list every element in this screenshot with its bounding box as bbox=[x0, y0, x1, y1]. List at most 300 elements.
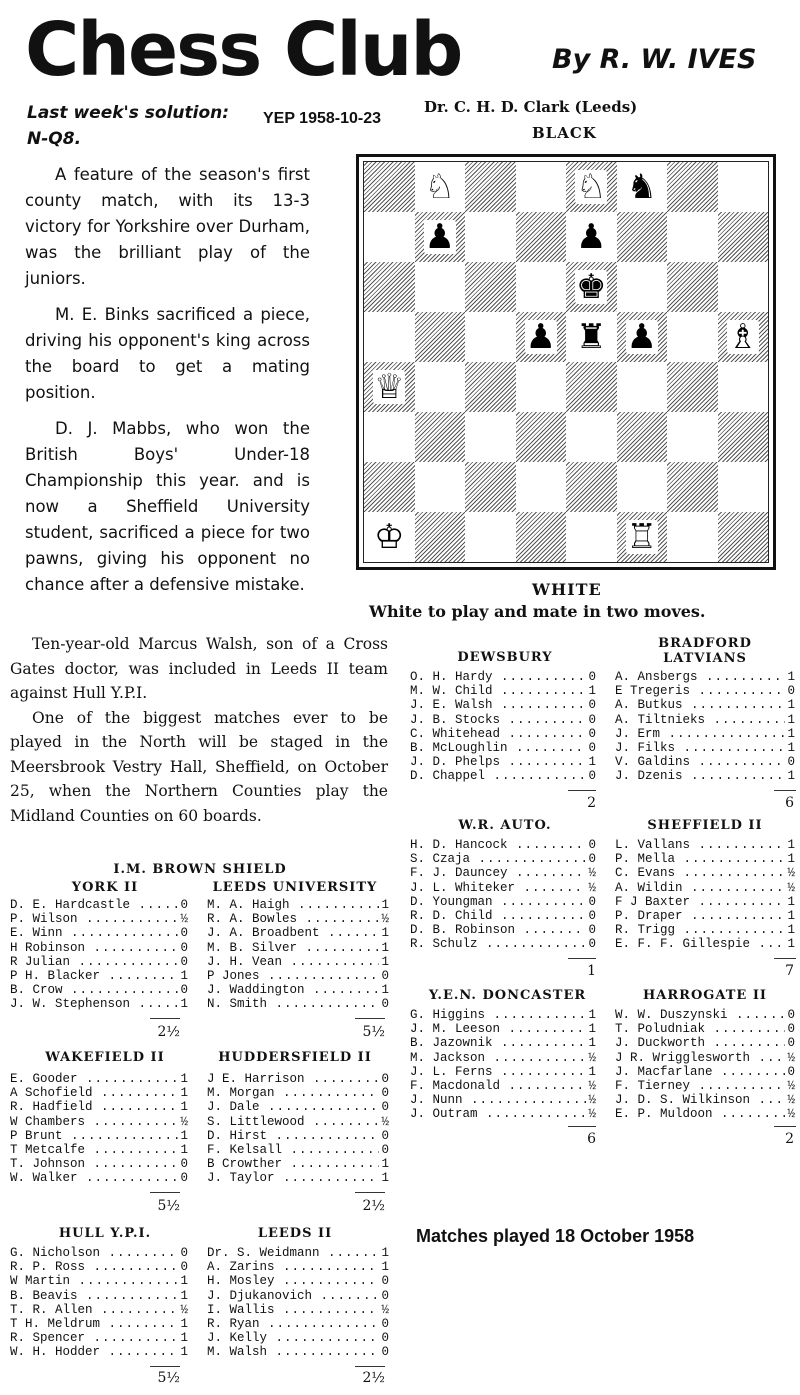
player-row bbox=[410, 684, 596, 698]
board-square bbox=[617, 462, 668, 512]
player-row bbox=[410, 1008, 596, 1022]
player-row bbox=[410, 1036, 596, 1050]
board-square bbox=[465, 312, 516, 362]
board-square bbox=[415, 262, 466, 312]
board-square bbox=[667, 412, 718, 462]
player-row bbox=[10, 926, 188, 940]
player-score: 0 bbox=[588, 894, 596, 909]
player-row bbox=[615, 727, 795, 741]
player-name: P. Wilson ..... bbox=[10, 912, 178, 926]
player-row bbox=[10, 1100, 188, 1114]
player-score: 1 bbox=[787, 726, 795, 741]
player-name: O. H. Hardy ..... bbox=[410, 670, 586, 684]
team-total-yen: 6 bbox=[587, 1131, 596, 1147]
player-score: 0 bbox=[381, 969, 389, 984]
player-score: 0 bbox=[381, 1086, 389, 1101]
team-total-leedsuni: 5½ bbox=[362, 1024, 385, 1040]
white-knight-icon: ♘ bbox=[576, 167, 607, 207]
player-score: 0 bbox=[588, 909, 596, 924]
board-square bbox=[667, 312, 718, 362]
player-row bbox=[207, 1317, 389, 1331]
black-side-label: BLACK bbox=[532, 124, 597, 142]
player-name: D. Hirst ..... bbox=[207, 1129, 379, 1143]
board-square bbox=[465, 512, 516, 562]
white-bishop-icon: ♗ bbox=[727, 317, 758, 357]
player-row bbox=[10, 1115, 188, 1129]
team-heading-sheffield: SHEFFIELD II bbox=[647, 818, 763, 833]
board-square bbox=[415, 162, 466, 212]
black-king-icon: ♚ bbox=[576, 267, 607, 307]
player-score: ½ bbox=[180, 1114, 188, 1129]
player-row bbox=[10, 1345, 188, 1359]
player-score: 1 bbox=[787, 838, 795, 852]
player-name: J. Taylor ..... bbox=[207, 1171, 379, 1185]
board-square bbox=[465, 412, 516, 462]
player-name: M. W. Child ..... bbox=[410, 684, 586, 698]
player-name: B. Crow ..... bbox=[10, 983, 178, 997]
matches-note: Matches played 18 October 1958 bbox=[416, 1226, 695, 1246]
black-pawn-icon: ♟ bbox=[525, 317, 556, 357]
player-score: 0 bbox=[180, 1246, 188, 1260]
player-name: J. D. Phelps ..... bbox=[410, 755, 586, 769]
player-row bbox=[615, 866, 795, 880]
board-square bbox=[718, 212, 769, 262]
player-row bbox=[10, 898, 188, 912]
player-row bbox=[615, 670, 795, 684]
player-score: 0 bbox=[787, 1022, 795, 1037]
player-row bbox=[410, 881, 596, 895]
player-name: R. Ryan ..... bbox=[207, 1317, 379, 1331]
player-row bbox=[10, 1274, 188, 1288]
player-row bbox=[207, 1303, 389, 1317]
player-score: 0 bbox=[381, 997, 389, 1012]
player-score: 1 bbox=[180, 1345, 188, 1360]
player-row bbox=[207, 997, 389, 1011]
player-score: 1 bbox=[381, 1260, 389, 1275]
player-score: 1 bbox=[787, 741, 795, 756]
player-row bbox=[10, 1331, 188, 1345]
player-score: 1 bbox=[787, 712, 795, 727]
team-total-wakefield: 5½ bbox=[157, 1198, 180, 1214]
player-name: R. Schulz ..... bbox=[410, 937, 586, 951]
team-list-leeds2 bbox=[207, 1246, 389, 1360]
player-row bbox=[207, 926, 389, 940]
board-square bbox=[415, 462, 466, 512]
player-name: M. Morgan ..... bbox=[207, 1086, 379, 1100]
board-square bbox=[465, 212, 516, 262]
board-square bbox=[566, 312, 617, 362]
board-square bbox=[617, 512, 668, 562]
team-heading-hull: HULL Y.P.I. bbox=[58, 1226, 152, 1241]
player-score: 0 bbox=[588, 838, 596, 852]
player-score: 0 bbox=[381, 1288, 389, 1303]
player-row bbox=[615, 881, 795, 895]
player-name: C. Evans ..... bbox=[615, 866, 785, 880]
team-total-york: 2½ bbox=[157, 1024, 180, 1040]
board-square bbox=[364, 412, 415, 462]
player-name: J. L. Ferns ..... bbox=[410, 1065, 586, 1079]
player-row bbox=[410, 895, 596, 909]
board-square bbox=[566, 162, 617, 212]
player-score: 0 bbox=[787, 1008, 795, 1022]
white-side-label: WHITE bbox=[532, 580, 602, 599]
board-square bbox=[718, 262, 769, 312]
player-name: E. F. F. Gillespie ..... bbox=[615, 937, 785, 951]
player-row bbox=[10, 1289, 188, 1303]
black-pawn-icon: ♟ bbox=[424, 217, 455, 257]
player-name: M. Jackson ..... bbox=[410, 1051, 586, 1065]
player-name: J. B. Stocks ..... bbox=[410, 713, 586, 727]
player-name: M. B. Silver ..... bbox=[207, 941, 379, 955]
board-square bbox=[718, 462, 769, 512]
team-heading-harrogate: HARROGATE II bbox=[642, 988, 768, 1003]
board-square bbox=[465, 262, 516, 312]
board-square bbox=[667, 212, 718, 262]
board-square bbox=[667, 362, 718, 412]
article-paragraph: A feature of the season's first county match, with its 13-3 victory for Yorkshire over Durham, was the brilliant play of the juniors. bbox=[25, 165, 310, 288]
problem-author: Dr. C. H. D. Clark (Leeds) bbox=[424, 98, 638, 116]
article-paragraph: D. J. Mabbs, who won the British Boys' Under-18 Championship this year. and is now a Sheffield University student, sacrificed a piece for two pawns, giving his opponent no chance after a defensive mistake. bbox=[25, 419, 310, 594]
player-name: M. Walsh ..... bbox=[207, 1345, 379, 1359]
player-name: P Brunt ..... bbox=[10, 1129, 178, 1143]
player-score: ½ bbox=[787, 880, 795, 895]
player-score: 0 bbox=[180, 1260, 188, 1275]
player-row bbox=[207, 1072, 389, 1086]
player-row bbox=[207, 1345, 389, 1359]
player-score: ½ bbox=[588, 1050, 596, 1065]
player-name: T. Poludniak ..... bbox=[615, 1022, 785, 1036]
player-score: ½ bbox=[588, 1093, 596, 1108]
player-row bbox=[10, 1086, 188, 1100]
player-row bbox=[207, 898, 389, 912]
black-pawn-icon: ♟ bbox=[626, 317, 657, 357]
player-score: 1 bbox=[381, 954, 389, 969]
player-row bbox=[207, 1115, 389, 1129]
team-heading-bradford: BRADFORD LATVIANS bbox=[658, 636, 752, 666]
player-score: 1 bbox=[588, 1008, 596, 1022]
player-name: H. Mosley ..... bbox=[207, 1274, 379, 1288]
team-list-harrogate bbox=[615, 1008, 795, 1122]
player-row bbox=[410, 755, 596, 769]
team-total-harrogate: 2 bbox=[785, 1131, 794, 1147]
player-score: 0 bbox=[180, 983, 188, 998]
player-score: 0 bbox=[588, 670, 596, 684]
player-row bbox=[615, 838, 795, 852]
player-row bbox=[615, 1008, 795, 1022]
player-row bbox=[207, 983, 389, 997]
player-name: M. A. Haigh ..... bbox=[207, 898, 379, 912]
player-name: D. E. Hardcastle ..... bbox=[10, 898, 178, 912]
board-square bbox=[718, 512, 769, 562]
player-name: J. Nunn ..... bbox=[410, 1093, 586, 1107]
player-score: 0 bbox=[180, 926, 188, 941]
player-row bbox=[615, 741, 795, 755]
player-name: E Tregeris ..... bbox=[615, 684, 785, 698]
player-score: 0 bbox=[180, 1171, 188, 1186]
player-row bbox=[410, 1079, 596, 1093]
board-square bbox=[364, 262, 415, 312]
player-name: A Schofield ..... bbox=[10, 1086, 178, 1100]
player-name: J E. Harrison ..... bbox=[207, 1072, 379, 1086]
player-name: S. Littlewood ..... bbox=[207, 1115, 379, 1129]
board-square bbox=[465, 362, 516, 412]
player-name: S. Czaja ..... bbox=[410, 852, 586, 866]
player-name: E. Winn ..... bbox=[10, 926, 178, 940]
board-square bbox=[364, 512, 415, 562]
board-square bbox=[667, 162, 718, 212]
player-score: ½ bbox=[381, 912, 389, 927]
player-score: 1 bbox=[787, 852, 795, 867]
shield-heading: I.M. BROWN SHIELD bbox=[113, 862, 287, 877]
team-heading-wrauto: W.R. AUTO. bbox=[458, 818, 552, 833]
board-square bbox=[364, 462, 415, 512]
board-square bbox=[566, 262, 617, 312]
player-row bbox=[10, 1171, 188, 1185]
player-row bbox=[410, 923, 596, 937]
player-name: D. Youngman ..... bbox=[410, 895, 586, 909]
team-list-dewsbury bbox=[410, 670, 596, 784]
player-name: H. D. Hancock ..... bbox=[410, 838, 586, 852]
player-name: T. R. Allen ..... bbox=[10, 1303, 178, 1317]
player-score: 0 bbox=[588, 712, 596, 727]
problem-stipulation: White to play and mate in two moves. bbox=[369, 602, 706, 621]
player-row bbox=[410, 852, 596, 866]
player-row bbox=[10, 1246, 188, 1260]
player-score: 0 bbox=[180, 1157, 188, 1172]
article-column bbox=[25, 162, 310, 608]
player-name: A. Ansbergs ..... bbox=[615, 670, 785, 684]
player-name: P. Draper ..... bbox=[615, 909, 785, 923]
board-square bbox=[516, 312, 567, 362]
player-score: 0 bbox=[787, 755, 795, 770]
player-row bbox=[615, 769, 795, 783]
player-row bbox=[207, 1157, 389, 1171]
player-row bbox=[207, 1274, 389, 1288]
player-row bbox=[207, 1100, 389, 1114]
player-row bbox=[207, 955, 389, 969]
player-name: E. Gooder ..... bbox=[10, 1072, 178, 1086]
team-total-wrauto: 1 bbox=[587, 963, 596, 979]
board-square bbox=[516, 462, 567, 512]
team-heading-dewsbury: DEWSBURY bbox=[457, 650, 553, 665]
player-row bbox=[615, 1065, 795, 1079]
player-score: 0 bbox=[588, 923, 596, 938]
player-score: ½ bbox=[180, 1302, 188, 1317]
article-paragraph: Ten-year-old Marcus Walsh, son of a Cross Gates doctor, was included in Leeds II team against Hull Y.P.I. bbox=[10, 635, 388, 702]
player-score: 1 bbox=[787, 937, 795, 952]
player-name: F. J. Dauncey ..... bbox=[410, 866, 586, 880]
player-score: 1 bbox=[787, 894, 795, 909]
player-score: ½ bbox=[588, 1079, 596, 1094]
player-score: 1 bbox=[588, 684, 596, 699]
team-total-bradford: 6 bbox=[785, 795, 794, 811]
player-row bbox=[410, 937, 596, 951]
player-name: J. Outram ..... bbox=[410, 1107, 586, 1121]
player-row bbox=[410, 909, 596, 923]
date-stamp: YEP 1958-10-23 bbox=[263, 110, 382, 127]
player-name: A. Tiltnieks ..... bbox=[615, 713, 785, 727]
player-row bbox=[410, 727, 596, 741]
board-square bbox=[718, 362, 769, 412]
player-name: J. Djukanovich ..... bbox=[207, 1289, 379, 1303]
player-score: 0 bbox=[381, 1331, 389, 1346]
player-score: 1 bbox=[180, 1143, 188, 1158]
article-paragraph: One of the biggest matches ever to be played in the North will be staged in the Meersbrook Vestry Hall, Sheffield, on October 25, when the Northern Counties play the Midland Counties on 60 boards. bbox=[10, 708, 388, 825]
player-name: G. Higgins ..... bbox=[410, 1008, 586, 1022]
player-row bbox=[410, 838, 596, 852]
team-list-huddersfield bbox=[207, 1072, 389, 1186]
team-heading-wakefield: WAKEFIELD II bbox=[45, 1050, 165, 1065]
player-score: ½ bbox=[588, 866, 596, 881]
player-name: T. Johnson ..... bbox=[10, 1157, 178, 1171]
player-row bbox=[410, 1065, 596, 1079]
team-list-bradford bbox=[615, 670, 795, 784]
player-score: ½ bbox=[787, 1093, 795, 1108]
board-square bbox=[465, 462, 516, 512]
board-square bbox=[364, 212, 415, 262]
white-queen-icon: ♕ bbox=[374, 367, 405, 407]
player-name: P H. Blacker ..... bbox=[10, 969, 178, 983]
player-score: 0 bbox=[381, 1072, 389, 1086]
player-row bbox=[207, 969, 389, 983]
board-square bbox=[364, 312, 415, 362]
player-row bbox=[10, 912, 188, 926]
player-row bbox=[615, 895, 795, 909]
board-square bbox=[364, 362, 415, 412]
player-score: 1 bbox=[180, 1331, 188, 1346]
player-score: ½ bbox=[588, 880, 596, 895]
player-score: 1 bbox=[381, 983, 389, 998]
player-score: 1 bbox=[381, 898, 389, 912]
team-total-dewsbury: 2 bbox=[587, 795, 596, 811]
board-square bbox=[566, 212, 617, 262]
player-row bbox=[10, 1317, 188, 1331]
team-list-wakefield bbox=[10, 1072, 188, 1186]
player-score: 0 bbox=[381, 1100, 389, 1115]
solution-label: Last week's solution: bbox=[27, 103, 230, 123]
player-score: 1 bbox=[180, 1317, 188, 1332]
team-total-sheffield: 7 bbox=[785, 963, 794, 979]
player-score: 0 bbox=[381, 1345, 389, 1360]
player-score: 0 bbox=[588, 937, 596, 952]
player-name: J. Waddington ..... bbox=[207, 983, 379, 997]
team-heading-leedsuni: LEEDS UNIVERSITY bbox=[212, 880, 378, 895]
board-square bbox=[364, 162, 415, 212]
player-row bbox=[207, 1246, 389, 1260]
player-score: 1 bbox=[180, 1072, 188, 1086]
player-name: F. Kelsall ..... bbox=[207, 1143, 379, 1157]
player-name: R. Trigg ..... bbox=[615, 923, 785, 937]
player-name: J. L. Whiteker ..... bbox=[410, 881, 586, 895]
black-knight-icon: ♞ bbox=[626, 167, 657, 207]
byline: By R. W. IVES bbox=[552, 44, 757, 75]
team-total-hull: 5½ bbox=[157, 1370, 180, 1386]
player-row bbox=[10, 955, 188, 969]
player-row bbox=[207, 912, 389, 926]
player-score: ½ bbox=[588, 1107, 596, 1122]
player-score: 1 bbox=[787, 923, 795, 938]
player-name: J R. Wrigglesworth ..... bbox=[615, 1051, 785, 1065]
black-rook-icon: ♜ bbox=[576, 317, 607, 357]
board-square bbox=[566, 512, 617, 562]
board-square bbox=[415, 312, 466, 362]
player-row bbox=[207, 1129, 389, 1143]
player-score: 1 bbox=[787, 698, 795, 713]
player-name: E. P. Muldoon ..... bbox=[615, 1107, 785, 1121]
player-name: H Robinson ..... bbox=[10, 941, 178, 955]
player-name: R. Spencer ..... bbox=[10, 1331, 178, 1345]
player-score: 1 bbox=[381, 1157, 389, 1172]
team-list-wrauto bbox=[410, 838, 596, 952]
player-row bbox=[615, 923, 795, 937]
player-score: 0 bbox=[588, 726, 596, 741]
board-square bbox=[415, 512, 466, 562]
player-score: ½ bbox=[787, 1050, 795, 1065]
player-score: 1 bbox=[787, 769, 795, 784]
player-row bbox=[10, 1072, 188, 1086]
player-score: 1 bbox=[588, 1036, 596, 1051]
player-row bbox=[10, 1303, 188, 1317]
player-row bbox=[615, 1051, 795, 1065]
player-row bbox=[615, 1107, 795, 1121]
team-total-huddersfield: 2½ bbox=[362, 1198, 385, 1214]
player-score: 0 bbox=[588, 769, 596, 784]
player-name: F. Macdonald ..... bbox=[410, 1079, 586, 1093]
player-row bbox=[615, 1093, 795, 1107]
player-row bbox=[207, 1143, 389, 1157]
player-score: 0 bbox=[588, 741, 596, 756]
black-pawn-icon: ♟ bbox=[576, 217, 607, 257]
player-row bbox=[10, 1129, 188, 1143]
player-name: R. P. Ross ..... bbox=[10, 1260, 178, 1274]
player-row bbox=[10, 1157, 188, 1171]
player-row bbox=[410, 769, 596, 783]
player-score: 0 bbox=[381, 1128, 389, 1143]
player-name: D. Chappel ..... bbox=[410, 769, 586, 783]
player-name: J. Erm ..... bbox=[615, 727, 785, 741]
white-knight-icon: ♘ bbox=[424, 167, 455, 207]
player-name: T H. Meldrum ..... bbox=[10, 1317, 178, 1331]
player-name: Dr. S. Weidmann ..... bbox=[207, 1246, 379, 1260]
player-row bbox=[615, 755, 795, 769]
board-square bbox=[516, 212, 567, 262]
player-name: J. H. Vean ..... bbox=[207, 955, 379, 969]
player-score: 1 bbox=[180, 1128, 188, 1143]
player-name: V. Galdins ..... bbox=[615, 755, 785, 769]
player-score: 0 bbox=[787, 1036, 795, 1051]
player-row bbox=[615, 684, 795, 698]
player-score: 0 bbox=[787, 1064, 795, 1079]
player-name: I. Wallis ..... bbox=[207, 1303, 379, 1317]
player-name: W. H. Hodder ..... bbox=[10, 1345, 178, 1359]
solution-move: N-Q8. bbox=[27, 129, 82, 149]
board-square bbox=[617, 312, 668, 362]
board-square bbox=[617, 162, 668, 212]
player-row bbox=[615, 909, 795, 923]
player-score: ½ bbox=[180, 912, 188, 927]
player-name: J. Dale ..... bbox=[207, 1100, 379, 1114]
last-week-solution bbox=[27, 100, 229, 152]
board-square bbox=[718, 162, 769, 212]
player-score: 0 bbox=[381, 1143, 389, 1158]
board-square bbox=[617, 212, 668, 262]
player-score: 1 bbox=[787, 909, 795, 924]
board-square bbox=[516, 162, 567, 212]
team-heading-york: YORK II bbox=[71, 880, 139, 895]
player-row bbox=[410, 1107, 596, 1121]
player-score: 1 bbox=[588, 1064, 596, 1079]
player-row bbox=[615, 698, 795, 712]
